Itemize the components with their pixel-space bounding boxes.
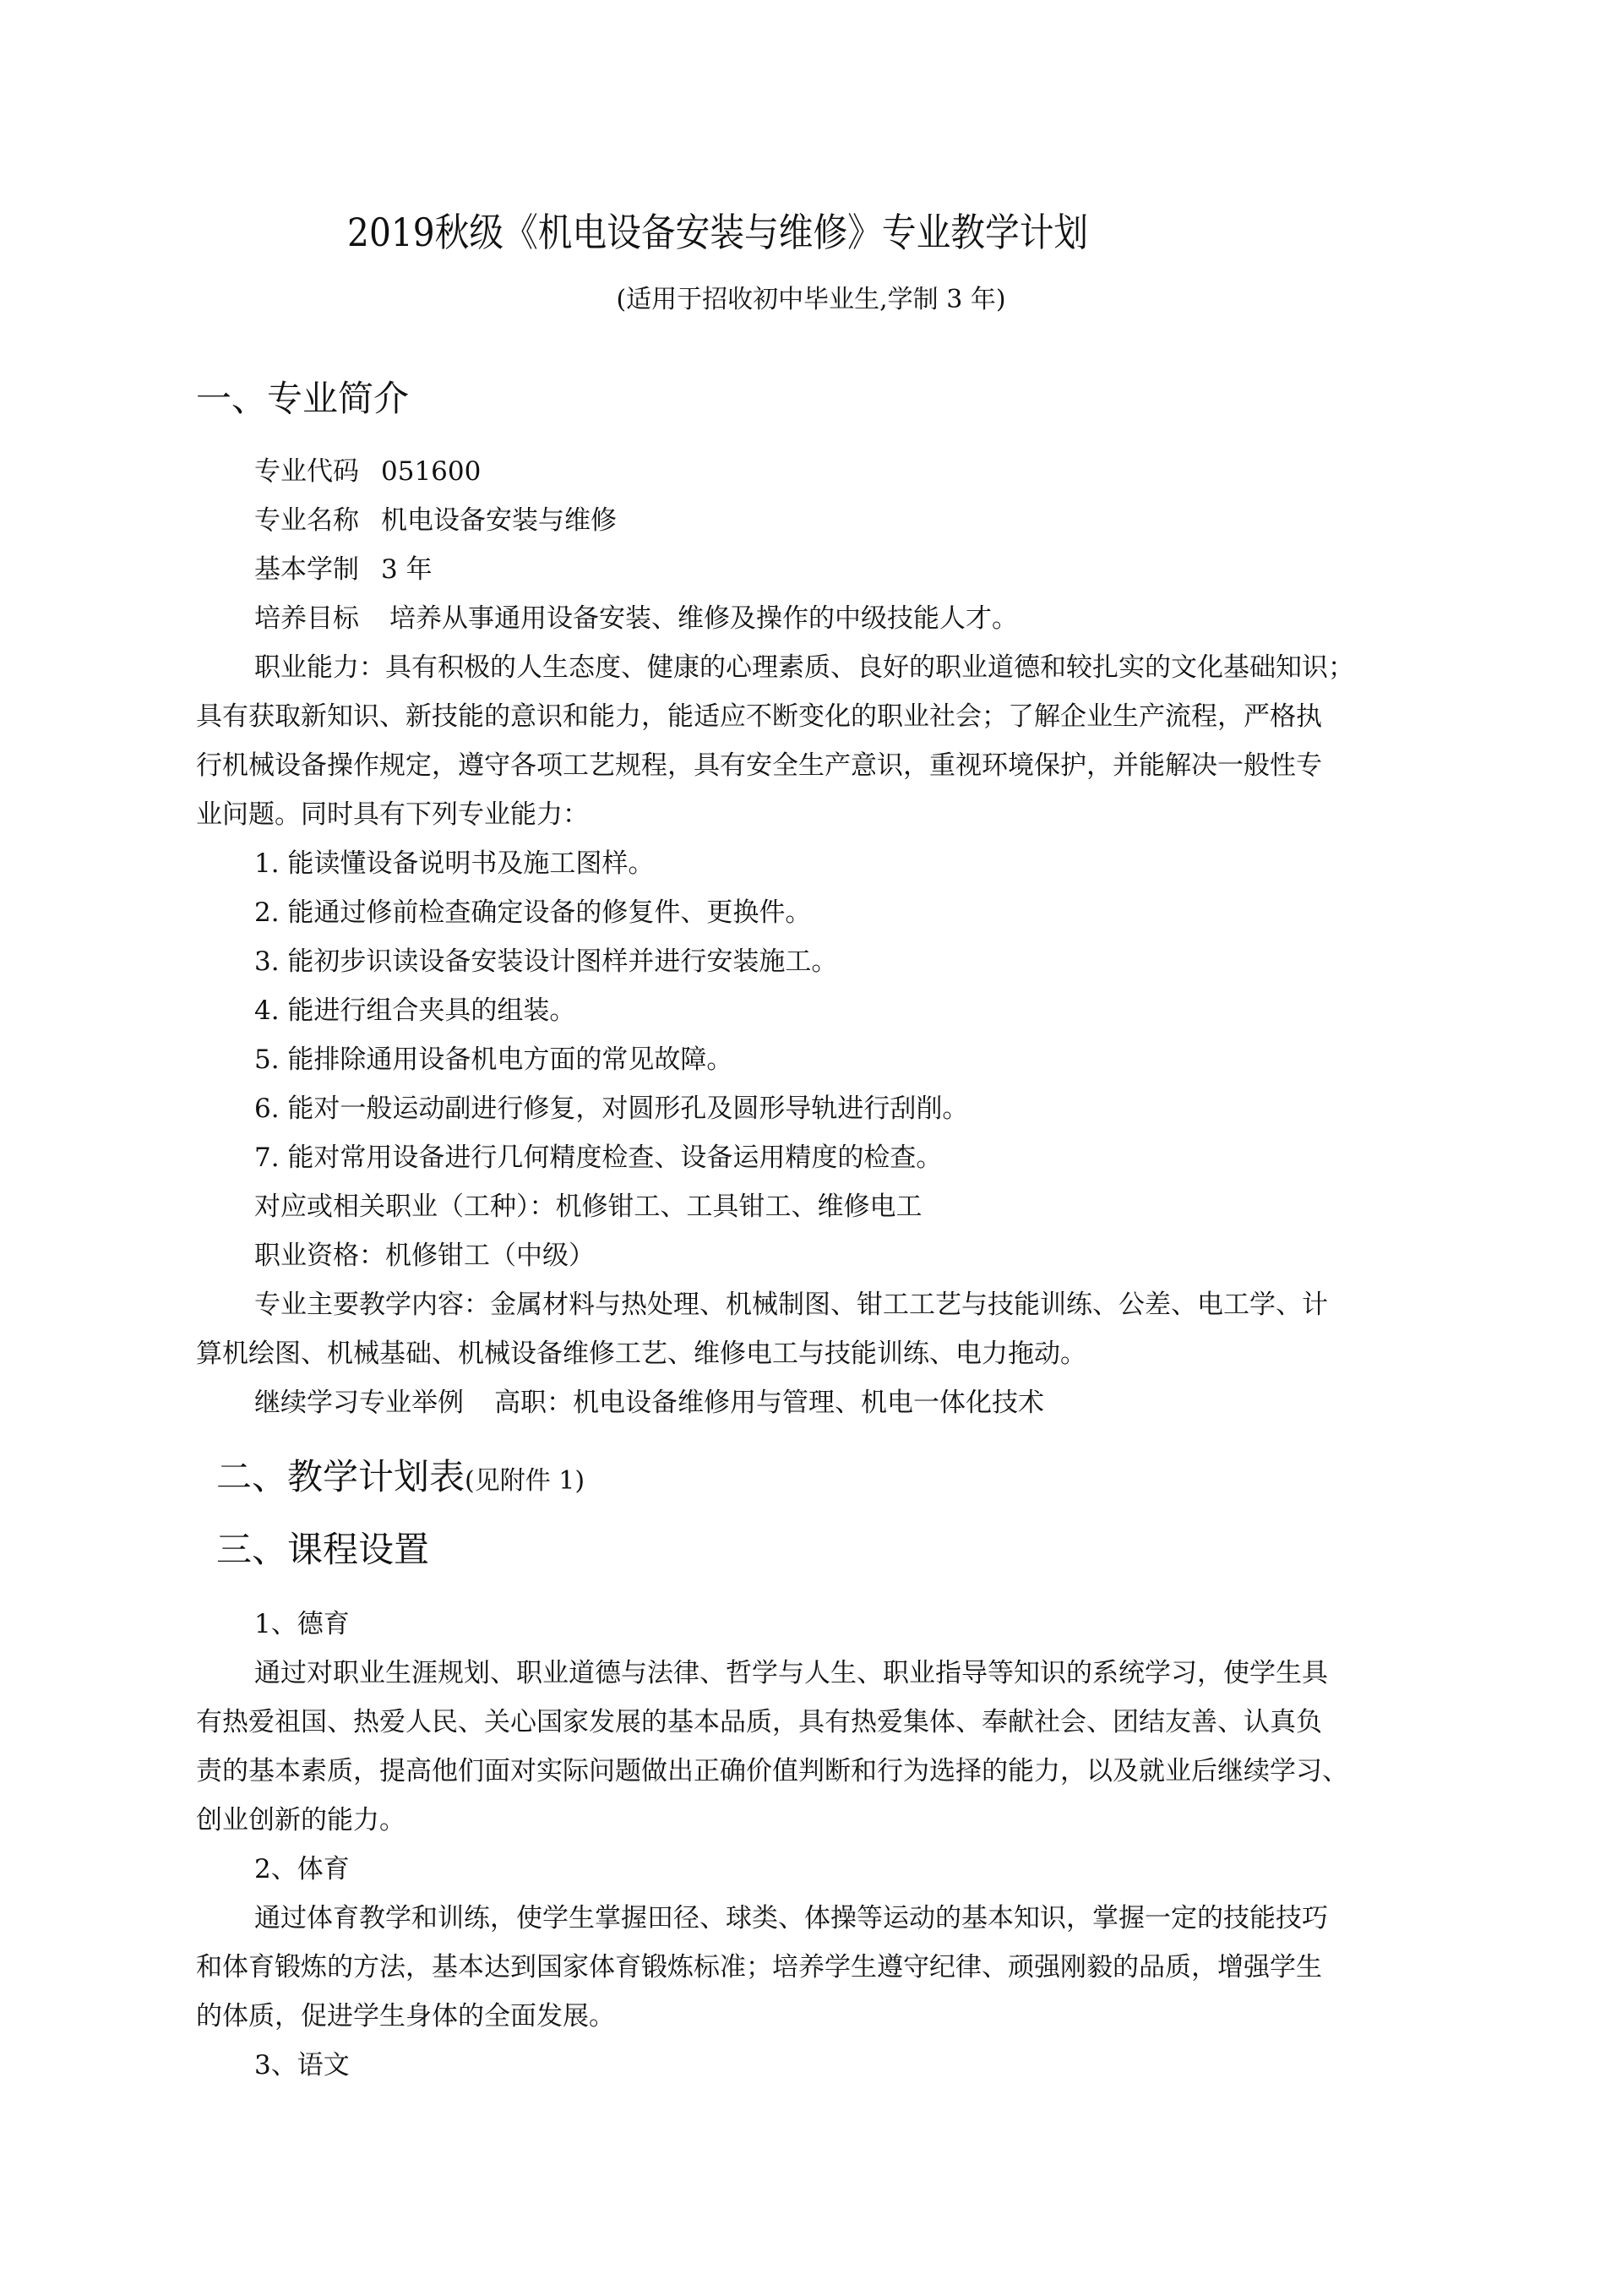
duration-label: 基本学制 [254,554,359,585]
duration-value: 3 年 [381,554,433,585]
goal-label: 培养目标 [254,603,359,634]
major-code-row [254,453,481,490]
section2-note: (见附件 1) [465,1466,585,1496]
moral-heading: 1、德育 [254,1609,350,1639]
major-code-label: 专业代码 [254,456,359,487]
ability-list-item: 5. 能排除通用设备机电方面的常见故障。 [254,1044,733,1075]
ability-list-item: 2. 能通过修前检查确定设备的修复件、更换件。 [254,897,812,928]
pe-paragraph-line: 通过体育教学和训练，使学生掌握田径、球类、体操等运动的基本知识，掌握一定的技能技巧 [254,1903,1328,1933]
moral-paragraph-line: 有热爱祖国、热爱人民、关心国家发展的基本品质，具有热爱集体、奉献社会、团结友善、认真负 [196,1707,1322,1737]
ability-paragraph-line: 行机械设备操作规定，遵守各项工艺规程，具有安全生产意识，重视环境保护，并能解决一般性专 [196,750,1322,781]
ability-list-item: 4. 能进行组合夹具的组装。 [254,995,576,1026]
moral-paragraph-line: 责的基本素质，提高他们面对实际问题做出正确价值判断和行为选择的能力，以及就业后继续学习、 [196,1756,1348,1786]
moral-paragraph-line: 创业创新的能力。 [196,1805,406,1835]
further-study-row [254,1384,1044,1421]
ability-paragraph-line: 业问题。同时具有下列专业能力： [196,799,589,830]
chinese-heading: 3、语文 [254,2050,350,2081]
major-name-value: 机电设备安装与维修 [381,505,617,536]
ability-list-item: 3. 能初步识读设备安装设计图样并进行安装施工。 [254,946,838,977]
section2-heading-text: 二、教学计划表 [216,1456,465,1497]
section2-heading [216,1453,585,1505]
major-code-value: 051600 [381,456,482,487]
major-name-row [254,502,617,539]
content-paragraph-line: 算机绘图、机械基础、机械设备维修工艺、维修电工与技能训练、电力拖动。 [196,1339,1086,1369]
ability-paragraph-line: 职业能力：具有积极的人生态度、健康的心理素质、良好的职业道德和较扎实的文化基础知识； [254,652,1354,683]
content-paragraph-line: 专业主要教学内容：金属材料与热处理、机械制图、钳工工艺与技能训练、公差、电工学、计 [254,1290,1328,1320]
further-study-label: 继续学习专业举例 [254,1388,464,1418]
duration-row [254,551,433,588]
ability-paragraph-line: 具有获取新知识、新技能的意识和能力，能适应不断变化的职业社会；了解企业生产流程，严格执 [196,701,1322,732]
pe-heading: 2、体育 [254,1854,350,1884]
goal-row [254,600,1018,637]
major-name-label: 专业名称 [254,505,359,536]
qualification: 职业资格：机修钳工（中级） [254,1241,595,1271]
document-subtitle: (适用于招收初中毕业生,学制 3 年) [616,285,1006,314]
section1-heading: 一、专业简介 [196,378,410,419]
further-study-value: 高职：机电设备维修用与管理、机电一体化技术 [494,1388,1044,1418]
document-title: 2019秋级《机电设备安装与维修》专业教学计划 [347,210,1089,255]
pe-paragraph-line: 的体质，促进学生身体的全面发展。 [196,2001,615,2031]
pe-paragraph-line: 和体育锻炼的方法，基本达到国家体育锻炼标准；培养学生遵守纪律、顽强刚毅的品质，增强学生 [196,1952,1322,1982]
related-jobs: 对应或相关职业（工种）：机修钳工、工具钳工、维修电工 [254,1192,923,1222]
ability-list-item: 1. 能读懂设备说明书及施工图样。 [254,848,655,879]
section3-heading: 三、课程设置 [216,1529,430,1570]
moral-paragraph-line: 通过对职业生涯规划、职业道德与法律、哲学与人生、职业指导等知识的系统学习，使学生具 [254,1658,1328,1688]
goal-value: 培养从事通用设备安装、维修及操作的中级技能人才。 [389,603,1018,634]
ability-list-item: 7. 能对常用设备进行几何精度检查、设备运用精度的检查。 [254,1143,943,1173]
ability-list-item: 6. 能对一般运动副进行修复，对圆形孔及圆形导轨进行刮削。 [254,1093,969,1124]
